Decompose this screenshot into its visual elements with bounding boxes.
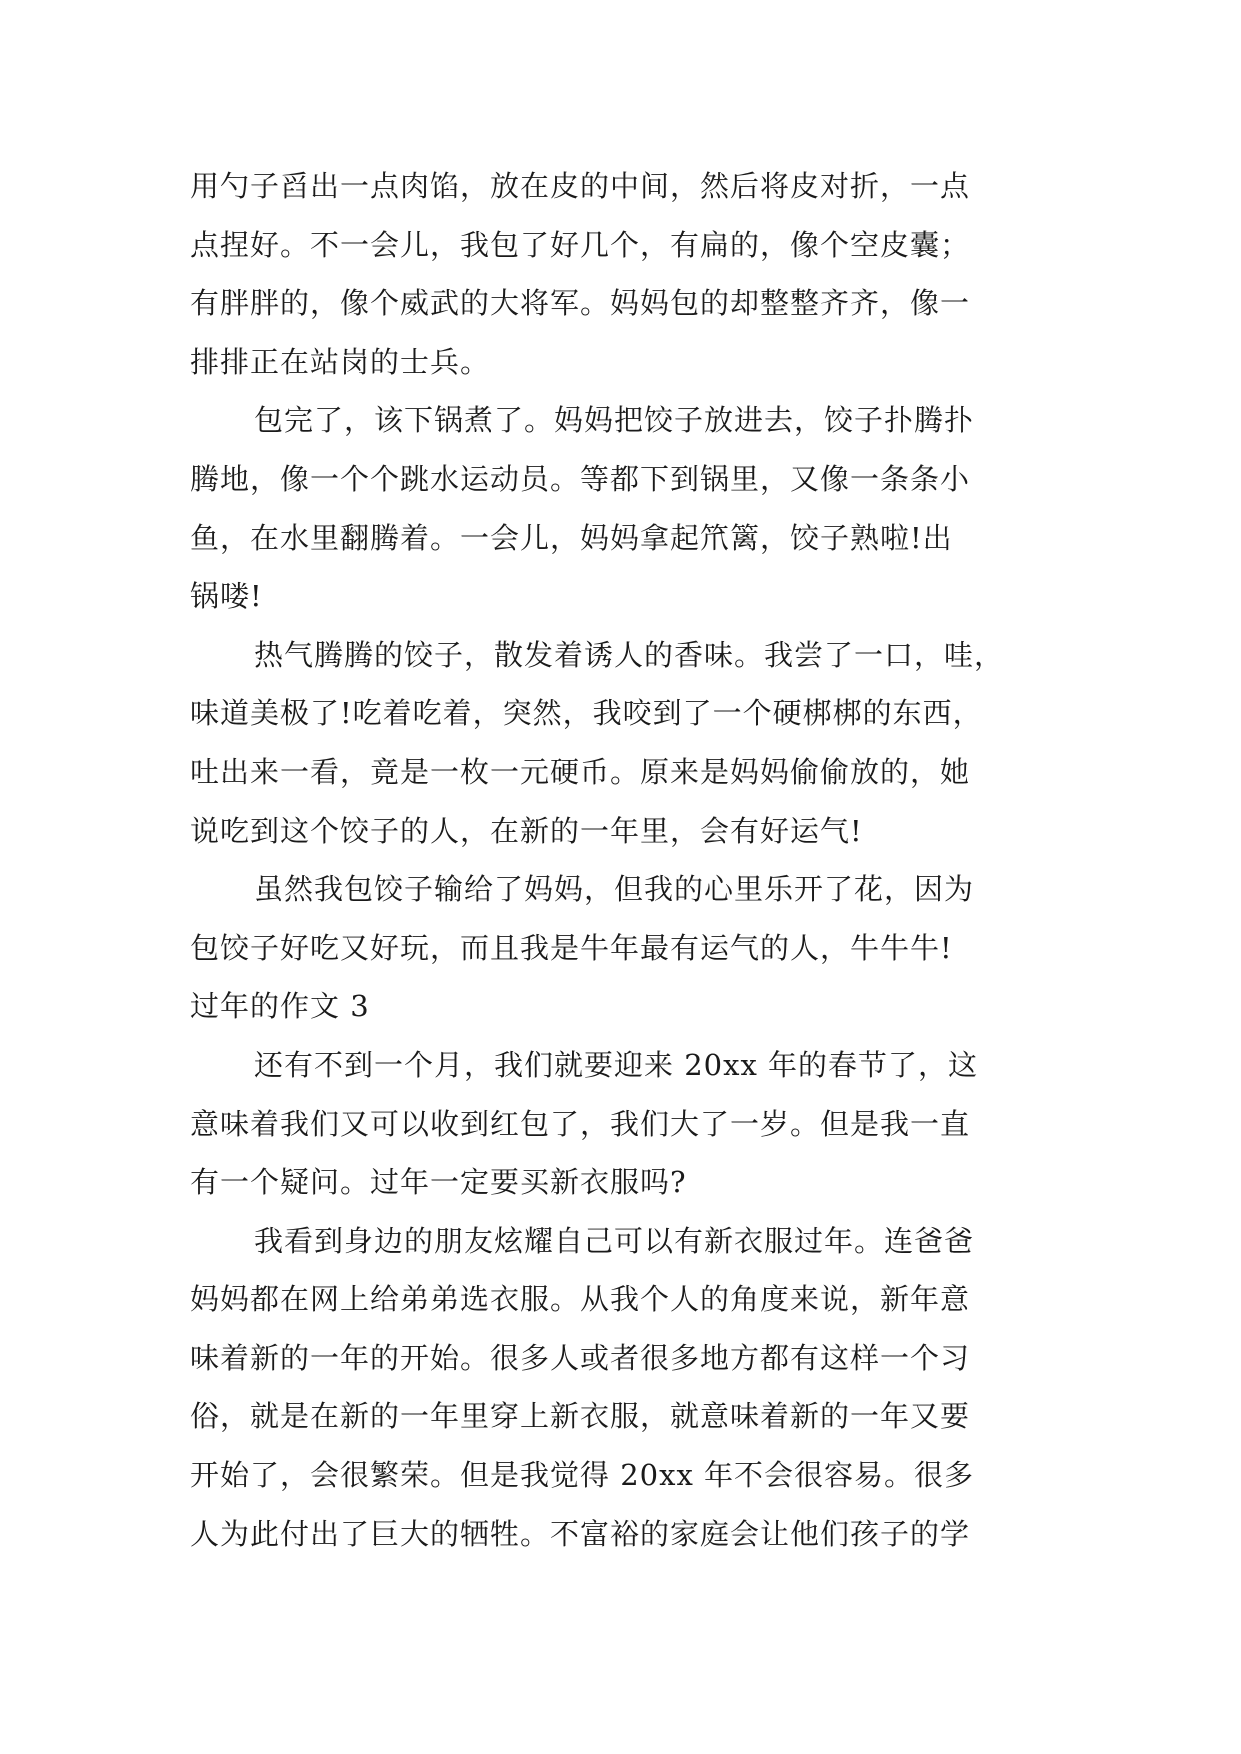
- text-line: 锅喽!: [190, 579, 263, 614]
- text-line: 热气腾腾的饺子，散发着诱人的香味。我尝了一口，哇，: [254, 637, 1005, 672]
- text-line: 味道美极了!吃着吃着，突然，我咬到了一个硬梆梆的东西，: [190, 696, 983, 731]
- text-line: 俗，就是在新的一年里穿上新衣服，就意味着新的一年又要: [190, 1399, 971, 1434]
- section-heading: 过年的作文 3: [190, 989, 370, 1024]
- text-line: 吐出来一看，竟是一枚一元硬币。原来是妈妈偷偷放的，她: [190, 754, 971, 789]
- text-line: 意味着我们又可以收到红包了，我们大了一岁。但是我一直: [190, 1106, 971, 1141]
- text-line: 开始了，会很繁荣。但是我觉得 20xx 年不会很容易。很多: [190, 1458, 975, 1493]
- text-line: 腾地，像一个个跳水运动员。等都下到锅里，又像一条条小: [190, 461, 971, 496]
- text-line: 说吃到这个饺子的人，在新的一年里，会有好运气!: [190, 813, 863, 848]
- text-line: 有胖胖的，像个威武的大将军。妈妈包的却整整齐齐，像一: [190, 286, 971, 321]
- text-line: 味着新的一年的开始。很多人或者很多地方都有这样一个习: [190, 1340, 971, 1375]
- text-line: 还有不到一个月，我们就要迎来 20xx 年的春节了，这: [254, 1047, 979, 1082]
- text-line: 妈妈都在网上给弟弟选衣服。从我个人的角度来说，新年意: [190, 1282, 971, 1317]
- text-line: 排排正在站岗的士兵。: [190, 344, 491, 379]
- text-line: 包饺子好吃又好玩，而且我是牛年最有运气的人，牛牛牛!: [190, 930, 953, 965]
- document-body: [190, 157, 1050, 1563]
- text-line: 虽然我包饺子输给了妈妈，但我的心里乐开了花，因为: [254, 872, 975, 907]
- text-line: 有一个疑问。过年一定要买新衣服吗?: [190, 1165, 687, 1200]
- text-line: 人为此付出了巨大的牺牲。不富裕的家庭会让他们孩子的学: [190, 1516, 971, 1551]
- text-line: 用勺子舀出一点肉馅，放在皮的中间，然后将皮对折，一点: [190, 169, 971, 203]
- text-line: 点捏好。不一会儿，我包了好几个，有扁的，像个空皮囊；: [190, 227, 971, 262]
- text-line: 我看到身边的朋友炫耀自己可以有新衣服过年。连爸爸: [254, 1223, 975, 1258]
- text-line: 包完了，该下锅煮了。妈妈把饺子放进去，饺子扑腾扑: [254, 403, 975, 438]
- text-line: 鱼，在水里翻腾着。一会儿，妈妈拿起笊篱，饺子熟啦!出: [190, 520, 953, 555]
